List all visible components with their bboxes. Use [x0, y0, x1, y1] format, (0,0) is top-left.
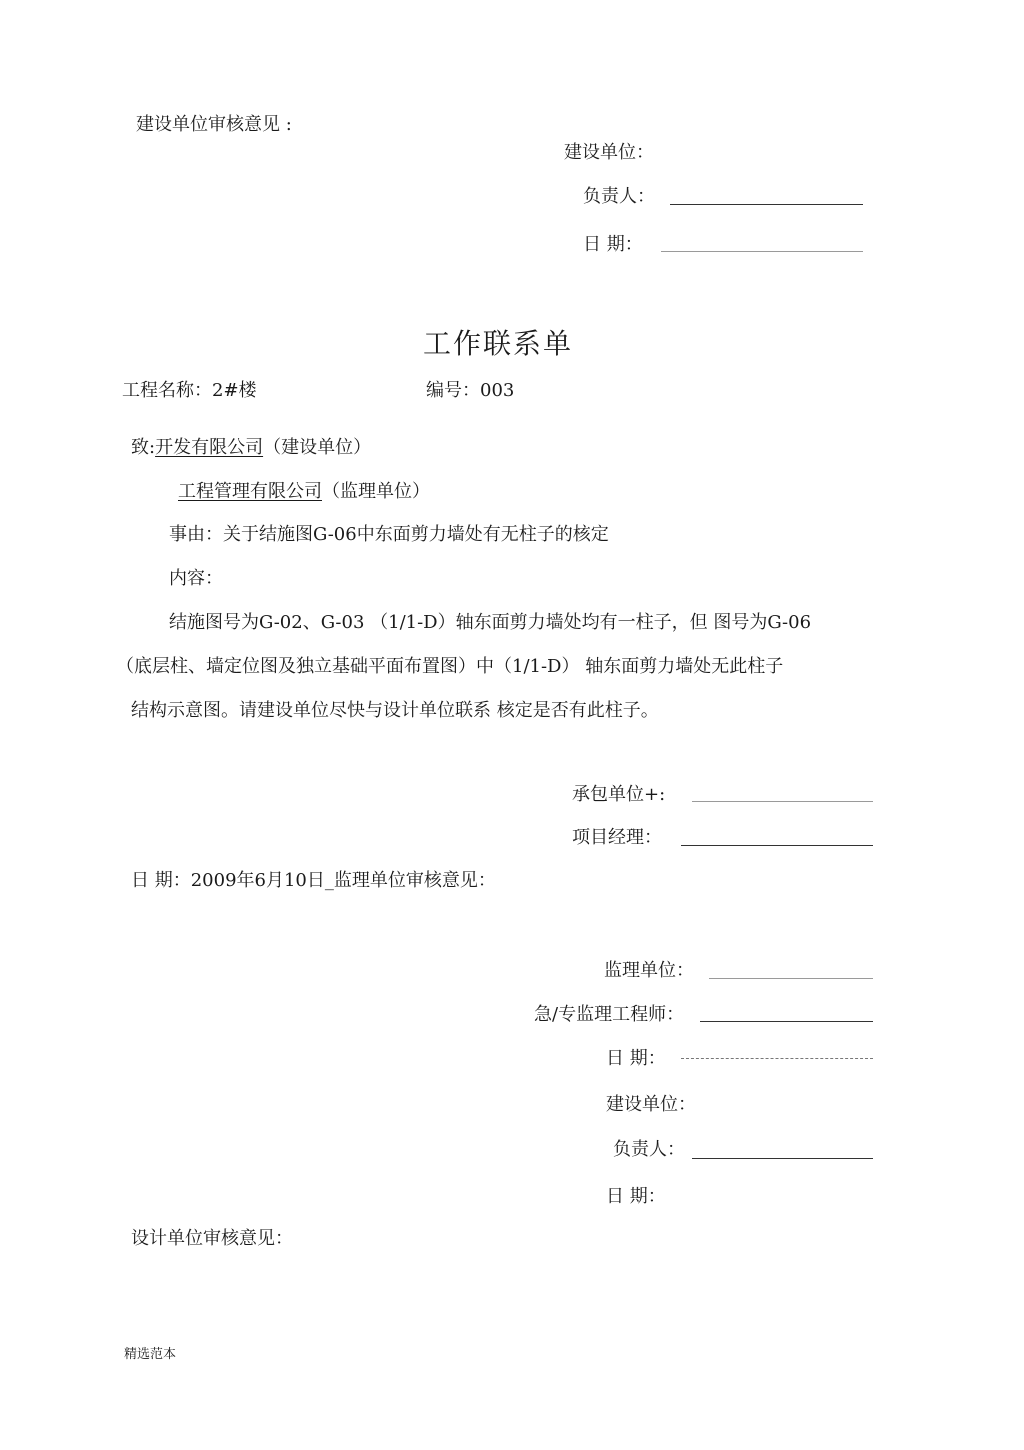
construction-unit-label: 建设单位：: [564, 142, 654, 163]
document-number-label: 编号：: [426, 380, 480, 401]
supervision-unit-signature-line: [709, 978, 873, 979]
recipient-role: （建设单位）: [263, 437, 372, 458]
body-line-1: 结施图号为G-02、G-03 （1/1-D）轴东面剪力墙处均有一柱子，但 图号为G-06: [169, 612, 812, 633]
contractor-unit-label: 承包单位+:: [572, 784, 666, 805]
project-manager-label: 项目经理：: [572, 827, 662, 848]
cc-company: 工程管理有限公司: [178, 481, 322, 502]
responsible-person-label: 负责人：: [583, 186, 655, 207]
document-number-value: 003: [480, 380, 515, 401]
supervision-date-line: [681, 1058, 873, 1059]
body-line-2: （底层柱、墙定位图及独立基础平面布置图）中（1/1-D） 轴东面剪力墙处无此柱子: [116, 656, 784, 677]
project-name-value: 2#楼: [212, 380, 257, 401]
responsible-person-signature-line-2: [692, 1158, 873, 1159]
project-name-label: 工程名称：: [122, 380, 212, 401]
cc-role: （监理单位）: [322, 481, 430, 502]
supervision-date-label: 日 期：: [606, 1048, 666, 1069]
body-line-3: 结构示意图。请建设单位尽快与设计单位联系 核定是否有此柱子。: [131, 700, 659, 721]
issue-date-line: 日 期：2009年6月10日_监理单位审核意见：: [131, 870, 496, 891]
cc-line: [178, 481, 430, 503]
subject-line: 事由：关于结施图G-06中东面剪力墙处有无柱子的核定: [169, 524, 609, 545]
date-label: 日 期：: [583, 234, 643, 255]
document-number-field: [426, 380, 514, 402]
page-title: 工作联系单: [422, 327, 573, 360]
contractor-unit-signature-line: [692, 801, 873, 802]
design-review-heading: 设计单位审核意见：: [131, 1228, 293, 1249]
footer-label: 精选范本: [124, 1347, 177, 1362]
supervising-engineer-label: 急/专监理工程师：: [534, 1004, 685, 1025]
project-name-field: [122, 380, 257, 402]
recipient-company: 开发有限公司: [155, 437, 264, 458]
supervision-unit-label: 监理单位：: [604, 960, 694, 981]
project-manager-signature-line: [681, 845, 873, 846]
construction-date-label: 日 期：: [606, 1186, 666, 1207]
construction-review-heading: 建设单位审核意见 :: [136, 114, 292, 135]
to-prefix: 致:: [131, 437, 156, 458]
supervising-engineer-signature-line: [700, 1021, 873, 1022]
construction-unit-label-2: 建设单位：: [606, 1094, 696, 1115]
content-label: 内容：: [169, 568, 223, 589]
date-signature-line: [661, 251, 863, 252]
responsible-person-signature-line: [670, 204, 863, 205]
recipient-line: [131, 437, 371, 459]
responsible-person-label-2: 负责人：: [613, 1139, 685, 1160]
